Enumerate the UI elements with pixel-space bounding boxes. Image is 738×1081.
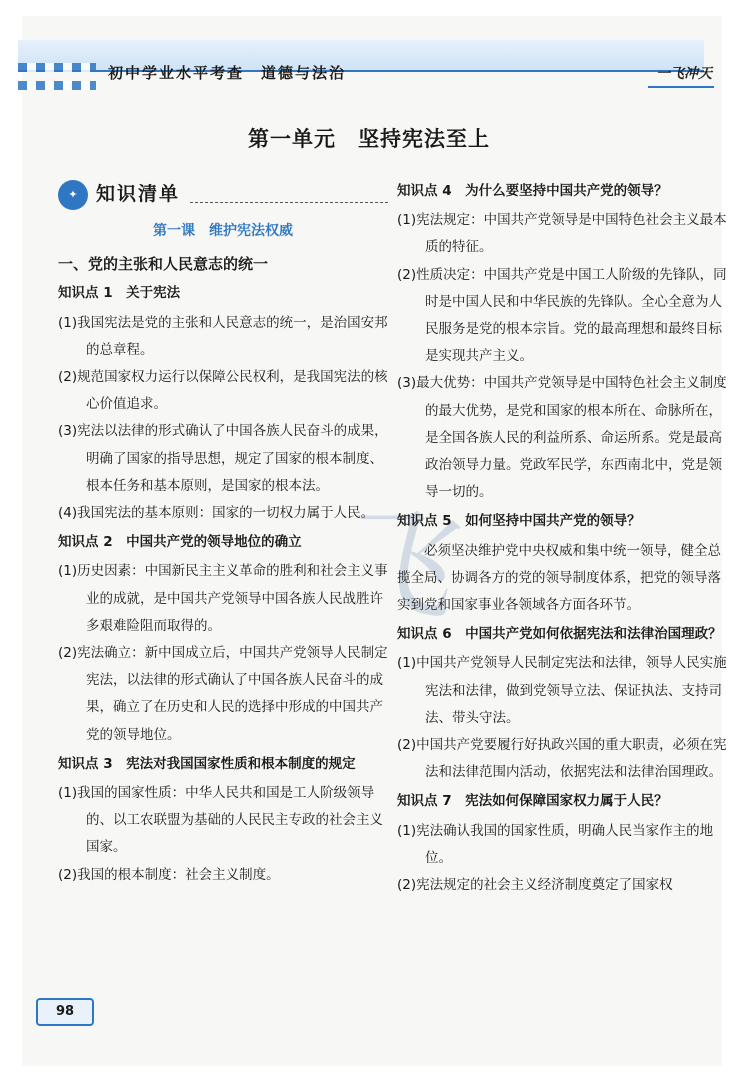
kp4-item: (2)性质决定：中国共产党是中国工人阶级的先锋队，同时是中国人民和中华民族的先锋队。全心全意为人民服务是党的根本宗旨。党的最高理想和最终目标是实现共产主义。 — [397, 266, 727, 365]
kp6-item: (2)中国共产党要履行好执政兴国的重大职责，必须在宪法和法律范围内活动，依据宪法和法律治国理政。 — [397, 737, 727, 781]
page-number: 98 — [36, 998, 94, 1026]
kp6-title: 知识点 6 中国共产党如何依据宪法和法律治国理政？ — [397, 626, 722, 643]
kp4-item: (1)宪法规定：中国共产党领导是中国特色社会主义最本质的特征。 — [397, 212, 727, 256]
right-column — [397, 176, 727, 899]
series-title: 初中学业水平考查 道德与法治 — [108, 64, 347, 82]
section-banner — [58, 178, 388, 212]
kp3-item: (1)我国的国家性质：中华人民共和国是工人阶级领导的、以工农联盟为基础的人民民主专政的社会主义国家。 — [58, 785, 383, 856]
kp4-item: (3)最大优势：中国共产党领导是中国特色社会主义制度的最大优势，是党和国家的根本所在、命脉所在，是全国各族人民的利益所系、命运所系。党是最高政治领导力量。党政军民学，东西南北中，党是领导一切的。 — [397, 375, 727, 501]
kp1-item: (1)我国宪法是党的主张和人民意志的统一，是治国安邦的总章程。 — [58, 314, 388, 358]
kp1-item: (2)规范国家权力运行以保障公民权利，是我国宪法的核心价值追求。 — [58, 369, 388, 413]
left-column — [58, 178, 388, 889]
section-heading: 一、党的主张和人民意志的统一 — [58, 255, 269, 274]
kp1-item: (3)宪法以法律的形式确认了中国各族人民奋斗的成果，明确了国家的指导思想，规定了国家的根本制度、根本任务和基本原则，是国家的根本法。 — [58, 423, 388, 494]
kp7-item: (2)宪法规定的社会主义经济制度奠定了国家权 — [397, 877, 673, 894]
lesson-title: 第一课 维护宪法权威 — [153, 223, 293, 239]
kp2-item: (1)历史因素：中国新民主主义革命的胜利和社会主义事业的成就，是中国共产党领导中国各族人民战胜许多艰难险阻而取得的。 — [58, 563, 388, 634]
header-checker-decoration — [18, 56, 96, 90]
kp6-item: (1)中国共产党领导人民制定宪法和法律，领导人民实施宪法和法律，做到党领导立法、保证执法、支持司法、带头守法。 — [397, 655, 727, 726]
kp1-title: 知识点 1 关于宪法 — [58, 285, 181, 302]
kp3-item: (2)我国的根本制度：社会主义制度。 — [58, 866, 280, 883]
kp5-title: 知识点 5 如何坚持中国共产党的领导？ — [397, 513, 641, 530]
watermark-logo: 飞 — [330, 497, 450, 636]
brand-name: 一飞冲天 — [656, 66, 712, 82]
kp1-item: (4)我国宪法的基本原则：国家的一切权力属于人民。 — [58, 505, 375, 522]
kp2-item: (2)宪法确立：新中国成立后，中国共产党领导人民制定宪法，以法律的形式确认了中国各族人民奋斗的成果，确立了在历史和人民的选择中形成的中国共产党的领导地位。 — [58, 645, 388, 743]
kp3-title: 知识点 3 宪法对我国国家性质和根本制度的规定 — [58, 755, 356, 772]
brand-underline — [648, 86, 714, 88]
section-banner-label: 知识清单 — [96, 183, 181, 206]
kp7-title: 知识点 7 宪法如何保障国家权力属于人民？ — [397, 793, 668, 810]
kp7-item: (1)宪法确认我国的国家性质，明确人民当家作主的地位。 — [397, 822, 714, 866]
unit-title: 第一单元 坚持宪法至上 — [248, 126, 490, 151]
knowledge-icon: ✦ — [58, 180, 88, 210]
kp4-title: 知识点 4 为什么要坚持中国共产党的领导？ — [397, 183, 668, 199]
kp2-title: 知识点 2 中国共产党的领导地位的确立 — [58, 534, 302, 551]
kp5-text: 必须坚决维护党中央权威和集中统一领导，健全总揽全局、协调各方的党的领导制度体系，把党的领导落实到党和国家事业各领域各方面各环节。 — [397, 542, 721, 614]
banner-divider — [190, 202, 388, 203]
